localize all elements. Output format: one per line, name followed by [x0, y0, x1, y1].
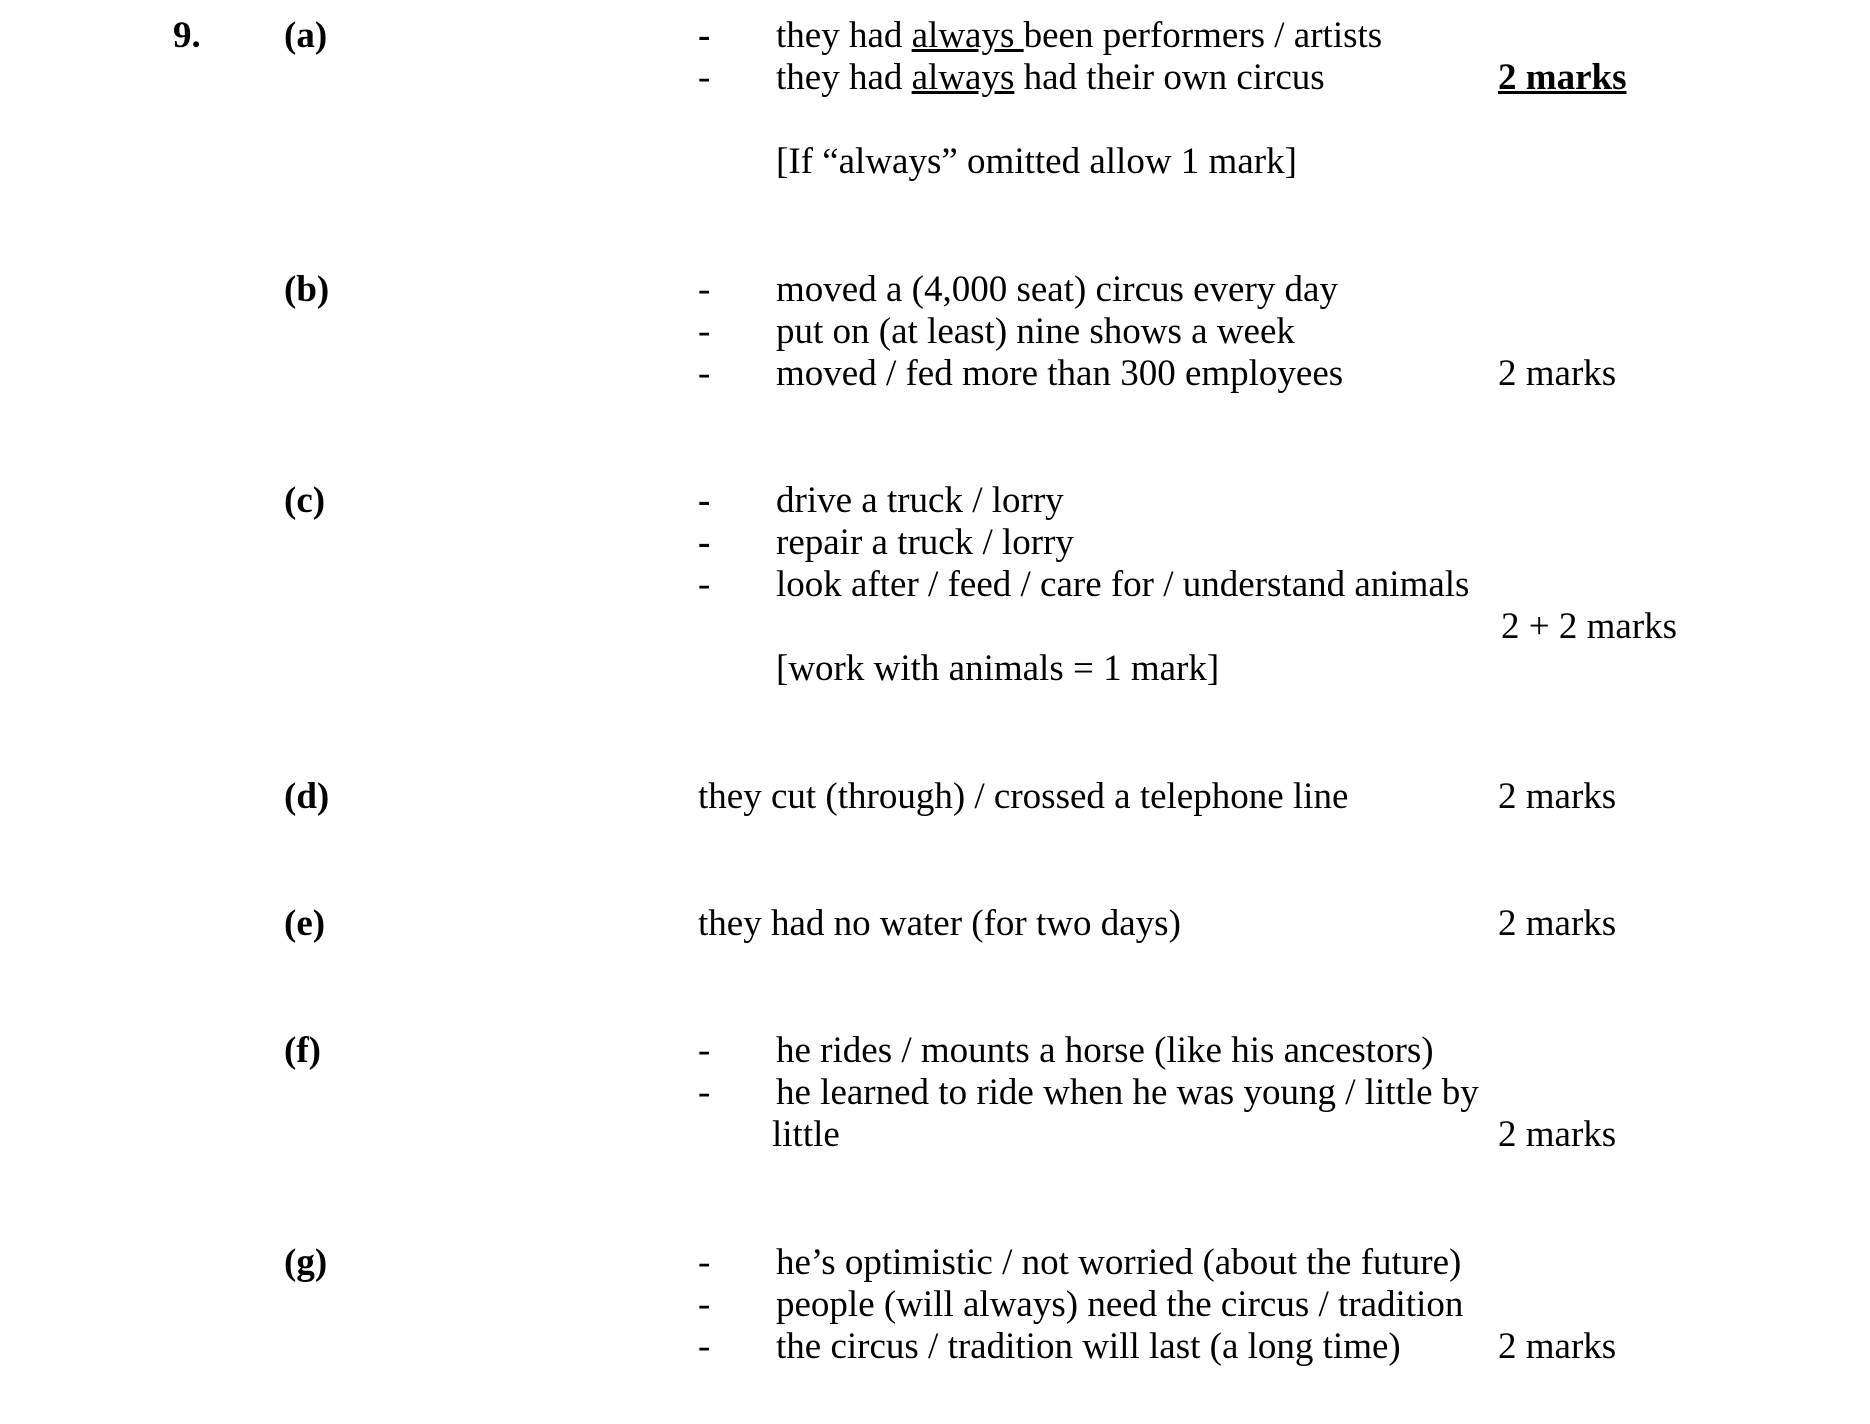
part-f-marks: 2 marks	[1498, 1114, 1617, 1155]
part-b-answer-3: moved / fed more than 300 employees	[776, 353, 1344, 394]
part-g-marks: 2 marks	[1498, 1326, 1617, 1367]
part-a-answer-2: they had always had their own circus	[776, 57, 1325, 98]
part-a-label: (a)	[284, 15, 328, 56]
bullet-dash: -	[698, 1072, 711, 1113]
part-f-label: (f)	[284, 1030, 321, 1071]
part-b-marks: 2 marks	[1498, 353, 1617, 394]
part-c-answer-2: repair a truck / lorry	[776, 522, 1074, 563]
part-a-note: [If “always” omitted allow 1 mark]	[776, 141, 1297, 182]
bullet-dash: -	[698, 522, 711, 563]
bullet-dash: -	[698, 15, 711, 56]
bullet-dash: -	[698, 311, 711, 352]
part-f-answer-2-continuation: little	[772, 1114, 840, 1155]
part-e-marks: 2 marks	[1498, 903, 1617, 944]
part-f-answer-2: he learned to ride when he was young / little by	[776, 1072, 1479, 1113]
bullet-dash: -	[698, 1326, 711, 1367]
part-c-label: (c)	[284, 480, 326, 521]
part-b-answer-1: moved a (4,000 seat) circus every day	[776, 269, 1338, 310]
part-c-answer-3: look after / feed / care for / understand animals	[776, 564, 1470, 605]
part-b-label: (b)	[284, 269, 330, 310]
bullet-dash: -	[698, 269, 711, 310]
part-f-answer-1: he rides / mounts a horse (like his ancestors)	[776, 1030, 1434, 1071]
bullet-dash: -	[698, 564, 711, 605]
part-b-answer-2: put on (at least) nine shows a week	[776, 311, 1295, 352]
part-g-answer-3: the circus / tradition will last (a long time)	[776, 1326, 1401, 1367]
part-g-answer-2: people (will always) need the circus / tradition	[776, 1284, 1464, 1325]
part-g-answer-1: he’s optimistic / not worried (about the future)	[776, 1242, 1462, 1283]
part-e-label: (e)	[284, 903, 326, 944]
part-d-label: (d)	[284, 776, 330, 817]
part-c-note: [work with animals = 1 mark]	[776, 648, 1220, 689]
part-g-label: (g)	[284, 1242, 328, 1283]
bullet-dash: -	[698, 1242, 711, 1283]
part-c-marks: 2 + 2 marks	[1501, 606, 1678, 647]
bullet-dash: -	[698, 1030, 711, 1071]
part-d-marks: 2 marks	[1498, 776, 1617, 817]
part-a-marks: 2 marks	[1498, 57, 1627, 98]
question-number: 9.	[173, 15, 201, 56]
bullet-dash: -	[698, 480, 711, 521]
part-c-answer-1: drive a truck / lorry	[776, 480, 1064, 521]
part-a-answer-1: they had always been performers / artists	[776, 15, 1383, 56]
part-e-answer: they had no water (for two days)	[698, 903, 1181, 944]
part-d-answer: they cut (through) / crossed a telephone line	[698, 776, 1349, 817]
bullet-dash: -	[698, 353, 711, 394]
bullet-dash: -	[698, 57, 711, 98]
bullet-dash: -	[698, 1284, 711, 1325]
